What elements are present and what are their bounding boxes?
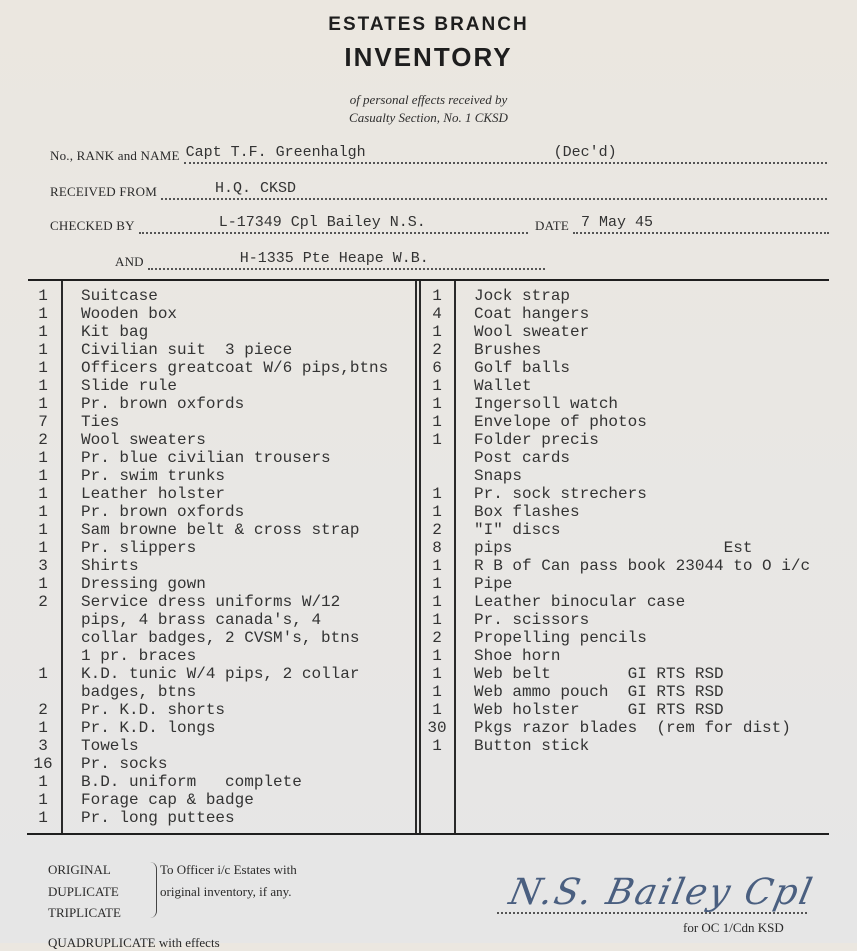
inventory-row: 1 Wooden box bbox=[38, 305, 178, 323]
inventory-row: pips, 4 brass canada's, 4 bbox=[81, 611, 322, 629]
copy-duplicate: DUPLICATE bbox=[48, 884, 119, 899]
and-value: H-1335 Pte Heape W.B. bbox=[239, 250, 429, 267]
inventory-row: 1 Forage cap & badge bbox=[38, 791, 254, 809]
inventory-row: 30 Pkgs razor blades (rem for dist) bbox=[427, 719, 791, 737]
inventory-row: 3 Towels bbox=[38, 737, 139, 755]
copy-triplicate: TRIPLICATE bbox=[48, 905, 121, 920]
and-label: AND bbox=[115, 254, 144, 269]
inventory-row: 1 Shoe horn bbox=[432, 647, 561, 665]
inventory-row: 2 Service dress uniforms W/12 bbox=[38, 593, 341, 611]
inventory-row: 1 R B of Can pass book 23044 to O i/c bbox=[432, 557, 811, 575]
inventory-row: 1 Web holster GI RTS RSD bbox=[432, 701, 724, 719]
inventory-row: 1 Pr. swim trunks bbox=[38, 467, 226, 485]
received-from-label: RECEIVED FROM bbox=[50, 184, 157, 199]
inventory-row: 1 Pr. sock strechers bbox=[432, 485, 647, 503]
table-top-rule bbox=[28, 279, 829, 281]
document-title: INVENTORY bbox=[344, 42, 513, 72]
column-divider-a bbox=[415, 281, 417, 833]
inventory-row: 1 Pr. long puttees bbox=[38, 809, 235, 827]
signature: N.S. Bailey Cpl bbox=[505, 872, 818, 913]
table-bottom-rule bbox=[27, 833, 829, 835]
inventory-row: 1 Leather binocular case bbox=[432, 593, 686, 611]
copies-note-line-2: original inventory, if any. bbox=[160, 884, 292, 899]
inventory-row: 1 pr. braces bbox=[81, 647, 197, 665]
rank-name-value: Capt T.F. Greenhalgh bbox=[185, 144, 366, 161]
checked-by-label: CHECKED BY bbox=[50, 218, 135, 233]
copy-original: ORIGINAL bbox=[48, 862, 111, 877]
inventory-row: 2 Propelling pencils bbox=[432, 629, 647, 647]
field-date bbox=[535, 214, 829, 234]
inventory-row: 1 Sam browne belt & cross strap bbox=[38, 521, 360, 539]
inventory-row: 1 Web belt GI RTS RSD bbox=[432, 665, 724, 683]
inventory-row: badges, btns bbox=[81, 683, 197, 701]
inventory-row: 6 Golf balls bbox=[432, 359, 571, 377]
signature-caption: for OC 1/Cdn KSD bbox=[683, 920, 784, 935]
inventory-row: 1 Civilian suit 3 piece bbox=[38, 341, 293, 359]
inventory-row: 1 Officers greatcoat W/6 pips,btns bbox=[38, 359, 389, 377]
inventory-row: 1 Jock strap bbox=[432, 287, 571, 305]
inventory-row: 1 Button stick bbox=[432, 737, 590, 755]
deceased-note: (Dec'd) bbox=[553, 144, 617, 161]
brace bbox=[150, 862, 157, 918]
inventory-row: 3 Shirts bbox=[38, 557, 139, 575]
inventory-row: 1 Pr. blue civilian trousers bbox=[38, 449, 331, 467]
inventory-row: 1 Pr. scissors bbox=[432, 611, 590, 629]
inventory-row: 2 "I" discs bbox=[432, 521, 561, 539]
inventory-row: 1 Pr. brown oxfords bbox=[38, 503, 245, 521]
inventory-row: 1 Box flashes bbox=[432, 503, 580, 521]
field-checked-by bbox=[50, 214, 528, 234]
inventory-row: Post cards bbox=[474, 449, 571, 467]
date-label: DATE bbox=[535, 218, 570, 233]
inventory-row: 1 Pr. brown oxfords bbox=[38, 395, 245, 413]
inventory-row: 7 Ties bbox=[38, 413, 120, 431]
date-value: 7 May 45 bbox=[581, 214, 654, 231]
field-and bbox=[115, 250, 545, 270]
rank-name-label: No., RANK and NAME bbox=[50, 148, 180, 163]
copy-quadruplicate: QUADRUPLICATE with effects bbox=[48, 935, 220, 950]
inventory-row: 16 Pr. socks bbox=[33, 755, 168, 773]
inventory-left-column bbox=[28, 287, 388, 827]
branch-title: ESTATES BRANCH bbox=[328, 14, 529, 35]
inventory-row: 2 Brushes bbox=[432, 341, 542, 359]
inventory-row: 2 Pr. K.D. shorts bbox=[38, 701, 226, 719]
checked-by-value: L-17349 Cpl Bailey N.S. bbox=[218, 214, 426, 231]
field-received-from bbox=[50, 180, 827, 200]
subtitle-line-2: Casualty Section, No. 1 CKSD bbox=[349, 110, 508, 125]
inventory-row: 1 Envelope of photos bbox=[432, 413, 647, 431]
inventory-row: 1 Folder precis bbox=[432, 431, 599, 449]
inventory-row: 1 Wool sweater bbox=[432, 323, 590, 341]
inventory-row: 1 Suitcase bbox=[38, 287, 158, 305]
inventory-row: 1 Leather holster bbox=[38, 485, 226, 503]
inventory-row: collar badges, 2 CVSM's, btns bbox=[81, 629, 360, 647]
inventory-row: 1 Wallet bbox=[432, 377, 532, 395]
inventory-row: 1 Ingersoll watch bbox=[432, 395, 619, 413]
inventory-row: 1 Pr. slippers bbox=[38, 539, 197, 557]
inventory-row: 8 pips Est bbox=[432, 539, 753, 557]
inventory-row: 1 Slide rule bbox=[38, 377, 178, 395]
inventory-row: 4 Coat hangers bbox=[432, 305, 590, 323]
inventory-row: Snaps bbox=[474, 467, 523, 485]
inventory-row: 1 Web ammo pouch GI RTS RSD bbox=[432, 683, 724, 701]
inventory-row: 1 K.D. tunic W/4 pips, 2 collar bbox=[38, 665, 360, 683]
inventory-row: 1 B.D. uniform complete bbox=[38, 773, 302, 791]
inventory-row: 2 Wool sweaters bbox=[38, 431, 206, 449]
inventory-row: 1 Pipe bbox=[432, 575, 513, 593]
copies-note-line-1: To Officer i/c Estates with bbox=[160, 862, 297, 877]
inventory-row: 1 Dressing gown bbox=[38, 575, 206, 593]
received-from-value: H.Q. CKSD bbox=[214, 180, 296, 197]
inventory-right-column bbox=[420, 287, 810, 755]
field-rank-name bbox=[50, 144, 827, 164]
inventory-row: 1 Pr. K.D. longs bbox=[38, 719, 216, 737]
inventory-row: 1 Kit bag bbox=[38, 323, 149, 341]
subtitle-line-1: of personal effects received by bbox=[349, 92, 508, 107]
